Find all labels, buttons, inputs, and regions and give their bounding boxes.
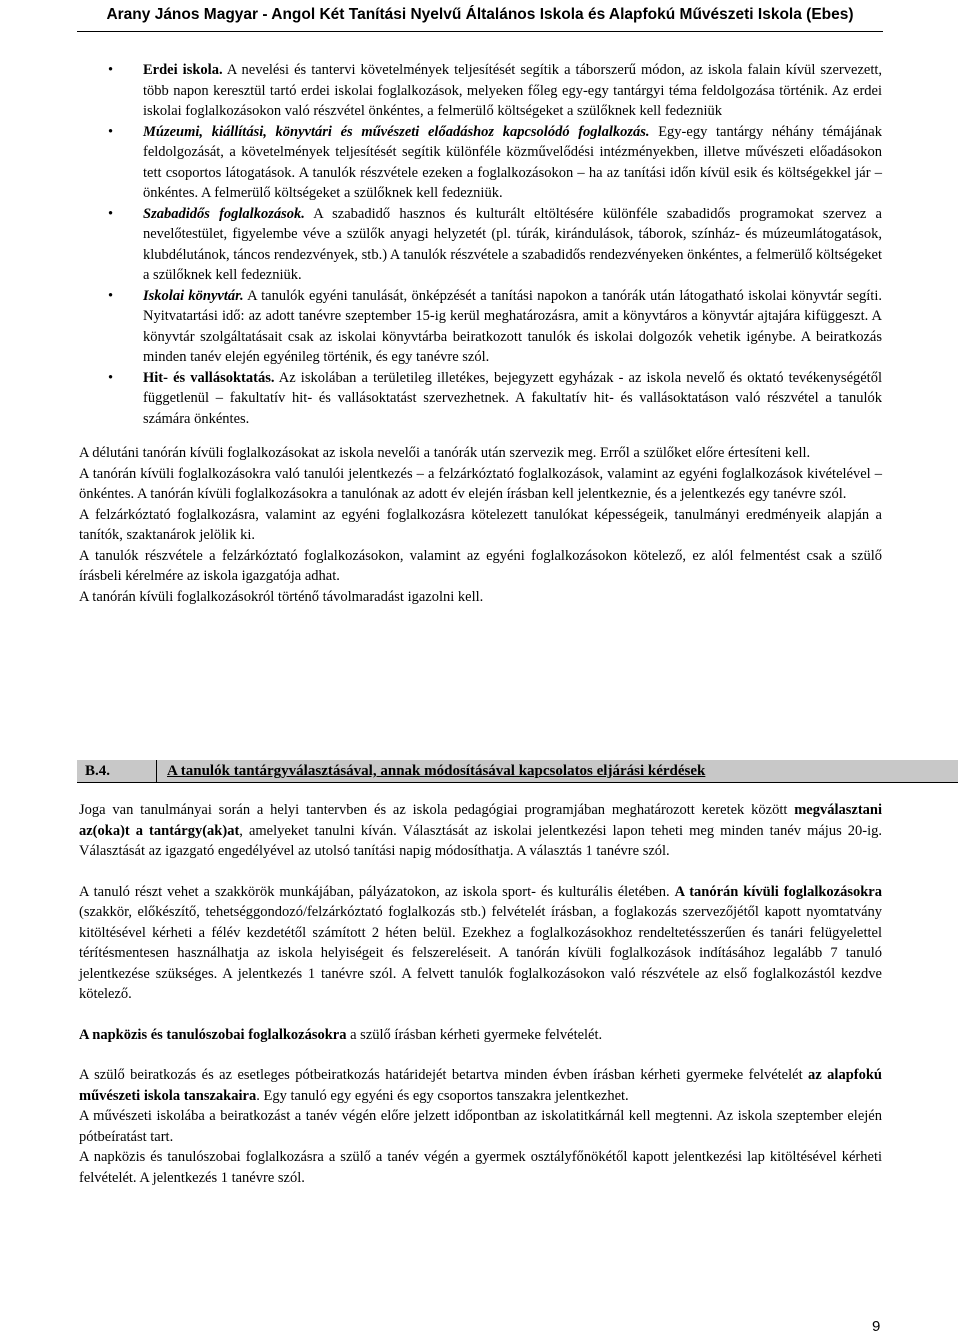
- bullet-lead: Múzeumi, kiállítási, könyvtári és művészeti előadáshoz kapcsolódó foglalkozás.: [143, 123, 650, 140]
- bullet-lead: Hit- és vallásoktatás.: [143, 369, 275, 386]
- section-divider: [156, 760, 157, 782]
- bullet-text: A tanulók egyéni tanulását, önképzését a tanítási napokon a tanórák után látogatható iskolai könyvtár segíti. Nyitvatartási idő: az adott tanévre szeptember 15-ig kerül meghatározásra, amit a könyvtáros a könyvtár ajtajára kifüggeszt. A könyvtár szolgáltatásait csak az iskolai könyvtárba beiratkozott tanulók és iskolai dolgozók vehetik igénybe. A beiratkozás minden tanév elején egyénileg történik, és egy tanévre szól.: [143, 287, 882, 365]
- bullet-marker: •: [108, 205, 114, 222]
- header-title: Arany János Magyar - Angol Két Tanítási Nyelvű Általános Iskola és Alapfokú Művészeti Iskola (Ebes): [106, 6, 854, 23]
- section-heading: [77, 760, 958, 783]
- bullet-section: [79, 60, 882, 607]
- paragraph: A művészeti iskolába a beiratkozást a tanév végén előre jelzett időpontban az iskolatitkárnál kell megtenni. Az iskola szeptember elején pótbeíratást tart.: [79, 1108, 882, 1145]
- bullet-lead: Iskolai könyvtár.: [143, 287, 244, 304]
- bullet-item-szabadido: [79, 204, 882, 286]
- bullet-text: Az iskolában a területileg illetékes, bejegyzett egyházak - az iskola nevelő és oktató tevékenységétől függetlenül – fakultatív hit- és vallásoktatást szervezhetnek. A fakultatív hit- és vallásoktatáson való részvétel a tanulók számára önkéntes.: [143, 369, 882, 427]
- paragraph: A délutáni tanórán kívüli foglalkozásokat az iskola nevelői a tanórák után szervezik meg. Erről a szülőket előre értesíteni kell.: [79, 445, 811, 461]
- bullet-lead: Erdei iskola.: [143, 62, 223, 78]
- bold-phrase: az alapfokú művészeti iskola tanszakaira: [79, 1067, 882, 1104]
- bullet-marker: •: [108, 62, 114, 78]
- paragraph: A tanuló részt vehet a szakkörök munkájában, pályázatokon, az iskola sport- és kulturális életében. A tanórán kívüli foglalkozásokra (szakkör, előkészítő, tehetséggondozó/felzárkóztató foglalkozás stb.) felvételét írásban, a foglakozás szervezőjétől kapott nyomtatvány kitöltésével kérheti a félév kezdetétől számított 2 héten belül. Ezekhez a foglalkozásokhoz rendeltetésszerűen és tanári felügyelettel térítésmentesen használhatja az iskola helyiségeit és felszereléseit. A tanórán kívüli foglalkozások indításához legalább 7 tanuló jelentkezése szükséges. A jelentkezés 1 tanévre szól. A felvett tanulók foglalkozásokon való részvétele az első foglalkozástól kezdve kötelező.: [79, 883, 882, 1002]
- section-number: B.4.: [85, 763, 111, 779]
- section-body: [79, 800, 882, 1188]
- bullet-text: A szabadidő hasznos és kulturált eltöltésére különféle szabadidős programokat szervez a nevelőtestület, figyelembe véve a szülők anyagi helyzetét (pl. túrák, kirándulások, táborok, színház- és múzeumlátogatások, klubdélutánok, táncos rendezvények, stb.) A tanulók részvétele a szabadidős rendezvényeken önkéntes, a felmerülő költségeket a szülőknek kell fedezniük.: [143, 205, 882, 283]
- paragraph: Joga van tanulmányai során a helyi tantervben és az iskola pedagógiai programjában meghatározott keretek között megválasztani az(oka)t a tantárgy(ak)at, amelyeket tanulni kíván. Választását az iskolai jelentkezési lapon teheti meg minden tanév május 20-ig. Választását az igazgató engedélyével az utolsó tanítási napig módosíthatja. A választás 1 tanévre szól.: [79, 802, 882, 859]
- bullet-item-muzeumi: [79, 122, 882, 204]
- paragraph: A szülő beiratkozás és az esetleges pótbeiratkozás határidejét betartva minden évben írásban kérheti gyermeke felvételét az alapfokú művészeti iskola tanszakaira. Egy tanuló egy egyéni és egy csoportos tanszakra jelentkezhet.: [79, 1067, 882, 1104]
- bullet-lead: Szabadidős foglalkozások.: [143, 205, 305, 222]
- paragraph: A tanórán kívüli foglalkozásokra való tanulói jelentkezés – a felzárkóztató foglalkozások, valamint az egyéni foglalkozások kivételével – önkéntes. A tanórán kívüli foglalkozásokra a tanulónak az adott év elején írásban kell jelentkeznie, és a jelentkezés egy tanévre szól.: [79, 465, 882, 502]
- paragraph: A tanórán kívüli foglalkozásokról történő távolmaradást igazolni kell.: [79, 588, 484, 605]
- bullet-text: A nevelési és tantervi követelmények teljesítését segítik a táborszerű módon, az iskola falain kívül szervezett, több napon keresztül tartó erdei iskolai foglalkozások, melyeken főleg egy-egy tantárgyi téma feldolgozása történik. Az erdei iskolai foglalkozásokon való részvétel önkéntes, a felmerülő költségeket a szülőknek kell fedezniük: [143, 62, 882, 119]
- bullet-marker: •: [108, 123, 114, 140]
- bold-phrase: A tanórán kívüli foglalkozásokra: [674, 883, 882, 900]
- header-rule: [77, 31, 883, 32]
- bullet-text: Egy-egy tantárgy néhány témájának feldolgozását, a követelmények teljesítését segítik különféle közművelődési intézményekben, illetve művészeti előadásokon tett csoportos látogatások. A tanulók részvétele ezeken a foglalkozásokon – ha az tanítási időn kívül esik és költségekkel jár – önkéntes. A felmerülő költségeket a szülőknek kell fedezniük.: [143, 123, 882, 201]
- bullet-item-hitoktatas: [79, 368, 882, 430]
- page-number: 9: [872, 1318, 881, 1335]
- paragraph: A napközis és tanulószobai foglalkozásra a szülő a tanév végén a gyermek osztályfőnökétől kapott jelentkezési lap kitöltésével kérheti felvételét. A jelentkezés 1 tanévre szól.: [79, 1149, 882, 1186]
- section-title: A tanulók tantárgyválasztásával, annak módosításával kapcsolatos eljárási kérdések: [167, 763, 706, 779]
- bullet-item-konyvtar: [79, 286, 882, 368]
- paragraph: A tanulók részvétele a felzárkóztató foglalkozásokon, valamint az egyéni foglalkozásokon kötelező, ez alól felmentést csak a szülő írásbeli kérelmére az iskola igazgatója adhat.: [79, 547, 882, 584]
- bullet-marker: •: [108, 369, 114, 386]
- paragraph: A napközis és tanulószobai foglalkozásokra a szülő írásban kérheti gyermeke felvételét.: [79, 1026, 603, 1043]
- bold-phrase: A napközis és tanulószobai foglalkozásokra: [79, 1026, 347, 1043]
- paragraph: A felzárkóztató foglalkozásra, valamint az egyéni foglalkozásra kötelezett tanulókat képességeik, tanulmányi eredményeik alapján a tanítók, szaktanárok jelölik ki.: [79, 506, 882, 543]
- bullet-marker: •: [108, 287, 114, 304]
- bold-phrase: megválasztani az(oka)t a tantárgy(ak)at: [79, 802, 882, 839]
- page-header: [0, 0, 960, 34]
- bullet-item-erdei-iskola: [79, 60, 882, 122]
